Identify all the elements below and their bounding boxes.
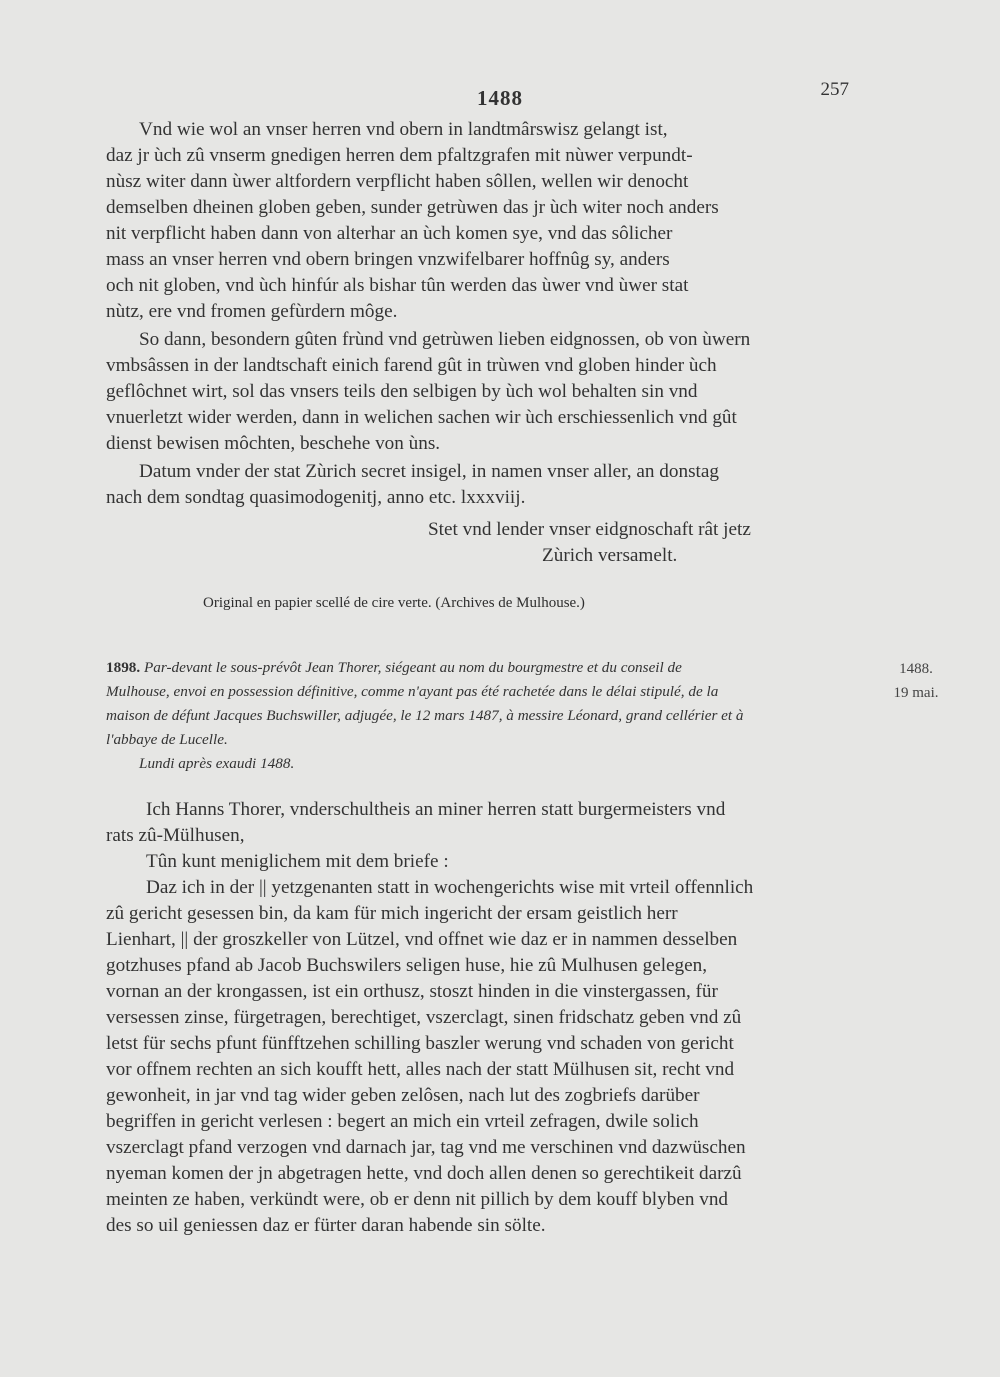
entry-summary-line: Mulhouse, envoi en possession définitive, comme n'ayant pas été rachetée dans le délai stipulé, de la [106, 683, 719, 700]
charter-line: vor offnem rechten an sich koufft hett, alles nach der statt Mülhusen sit, recht vnd [106, 1059, 735, 1080]
letter-line: och nit globen, vnd ùch hinfúr als bishar tûn werden das ùwer vnd ùwer stat [106, 275, 689, 296]
charter-line: vornan an der krongassen, ist ein orthusz, stoszt hinden in die vinstergassen, für [106, 981, 718, 1002]
letter-line: nach dem sondtag quasimodogenitj, anno etc. lxxxviij. [106, 487, 526, 508]
letter-line: daz jr ùch zû vnserm gnedigen herren dem pfaltzgrafen mit nùwer verpundt- [106, 145, 693, 166]
charter-line: letst für sechs pfunt fünfftzehen schilling baszler werung vnd schaden von gericht [106, 1033, 734, 1054]
entry-summary-line: maison de défunt Jacques Buchswiller, adjugée, le 12 mars 1487, à messire Léonard, grand cellérier et à [106, 707, 744, 724]
charter-line: Tûn kunt meniglichem mit dem briefe : [146, 851, 449, 872]
letter-line: nùtz, ere vnd fromen gefùrdern môge. [106, 301, 398, 322]
entry-line [106, 656, 866, 680]
letter-line: geflôchnet wirt, sol das vnsers teils den selbigen by ùch wol behalten sin vnd [106, 381, 698, 402]
margin-date: 19 mai. [893, 685, 939, 701]
margin-year: 1488. [899, 661, 933, 677]
charter-line: versessen zinse, fürgetragen, berechtiget, vszerclagt, sinen fridschatz geben vnd zû [106, 1007, 742, 1028]
letter-line: vnuerletzt wider werden, dann in welichen sachen wir ùch erschiessenlich vnd gût [106, 407, 737, 428]
charter-line: Daz ich in der || yetzgenanten statt in wochengerichts wise mit vrteil offennlich [146, 877, 754, 898]
header-year: 1488 [477, 86, 523, 110]
charter-line: rats zû-Mülhusen, [106, 825, 245, 846]
charter-line: Ich Hanns Thorer, vnderschultheis an miner herren statt burgermeisters vnd [146, 799, 726, 820]
entry-number: 1898. [106, 659, 141, 676]
entry-summary-line: l'abbaye de Lucelle. [106, 731, 228, 748]
charter-line: gewonheit, in jar vnd tag wider geben zelôsen, nach lut des zogbriefs darüber [106, 1085, 700, 1106]
charter-line: gotzhuses pfand ab Jacob Buchswilers seligen huse, hie zû Mulhusen gelegen, [106, 955, 708, 976]
charter-line: Lienhart, || der groszkeller von Lützel, vnd offnet wie daz er in nammen desselben [106, 929, 738, 950]
letter-line: nit verpflicht haben dann von alterhar an ùch komen sye, vnd das sôlicher [106, 223, 673, 244]
letter-line: demselben dheinen globen geben, sunder getrùwen das jr ùch witer noch anders [106, 197, 719, 218]
charter-line: nyeman komen der jn abgetragen hette, vnd doch allen denen so gerechtikeit darzû [106, 1163, 742, 1184]
letter-line: Datum vnder der stat Zùrich secret insigel, in namen vnser aller, an donstag [139, 461, 719, 482]
page-number: 257 [820, 79, 849, 100]
letter-line: mass an vnser herren vnd obern bringen vnzwifelbarer hoffnûg sy, anders [106, 249, 670, 270]
letter-line: nùsz witer dann ùwer altfordern verpflicht haben sôllen, wellen wir denocht [106, 171, 689, 192]
charter-line: vszerclagt pfand verzogen vnd darnach jar, tag vnd me verschinen vnd dazwüschen [106, 1137, 746, 1158]
letter-line: So dann, besondern gûten frùnd vnd getrùwen lieben eidgnossen, ob von ùwern [139, 329, 751, 350]
entry-summary-line: Par-devant le sous-prévôt Jean Thorer, siégeant au nom du bourgmestre et du conseil de [143, 659, 682, 676]
letter-line: dienst bewisen môchten, beschehe von ùns. [106, 433, 441, 454]
charter-line: meinten ze haben, verkündt were, ob er denn nit pillich by dem kouff blyben vnd [106, 1189, 729, 1210]
signature-line: Stet vnd lender vnser eidgnoschaft rât jetz [428, 519, 751, 540]
charter-line: zû gericht gesessen bin, da kam für mich ingericht der ersam geistlich herr [106, 903, 678, 924]
signature-line: Zùrich versamelt. [542, 545, 678, 566]
entry-date-line: Lundi après exaudi 1488. [139, 755, 295, 772]
charter-line: des so uil geniessen daz er fürter daran habende sin sölte. [106, 1215, 546, 1236]
letter-line: Vnd wie wol an vnser herren vnd obern in landtmârswisz gelangt ist, [139, 119, 668, 140]
letter-line: vmbsâssen in der landtschaft einich farend gût in trùwen vnd globen hinder ùch [106, 355, 717, 376]
source-note: Original en papier scellé de cire verte. (Archives de Mulhouse.) [203, 595, 585, 611]
charter-line: begriffen in gericht verlesen : begert an mich ein vrteil zefragen, dwile solich [106, 1111, 699, 1132]
